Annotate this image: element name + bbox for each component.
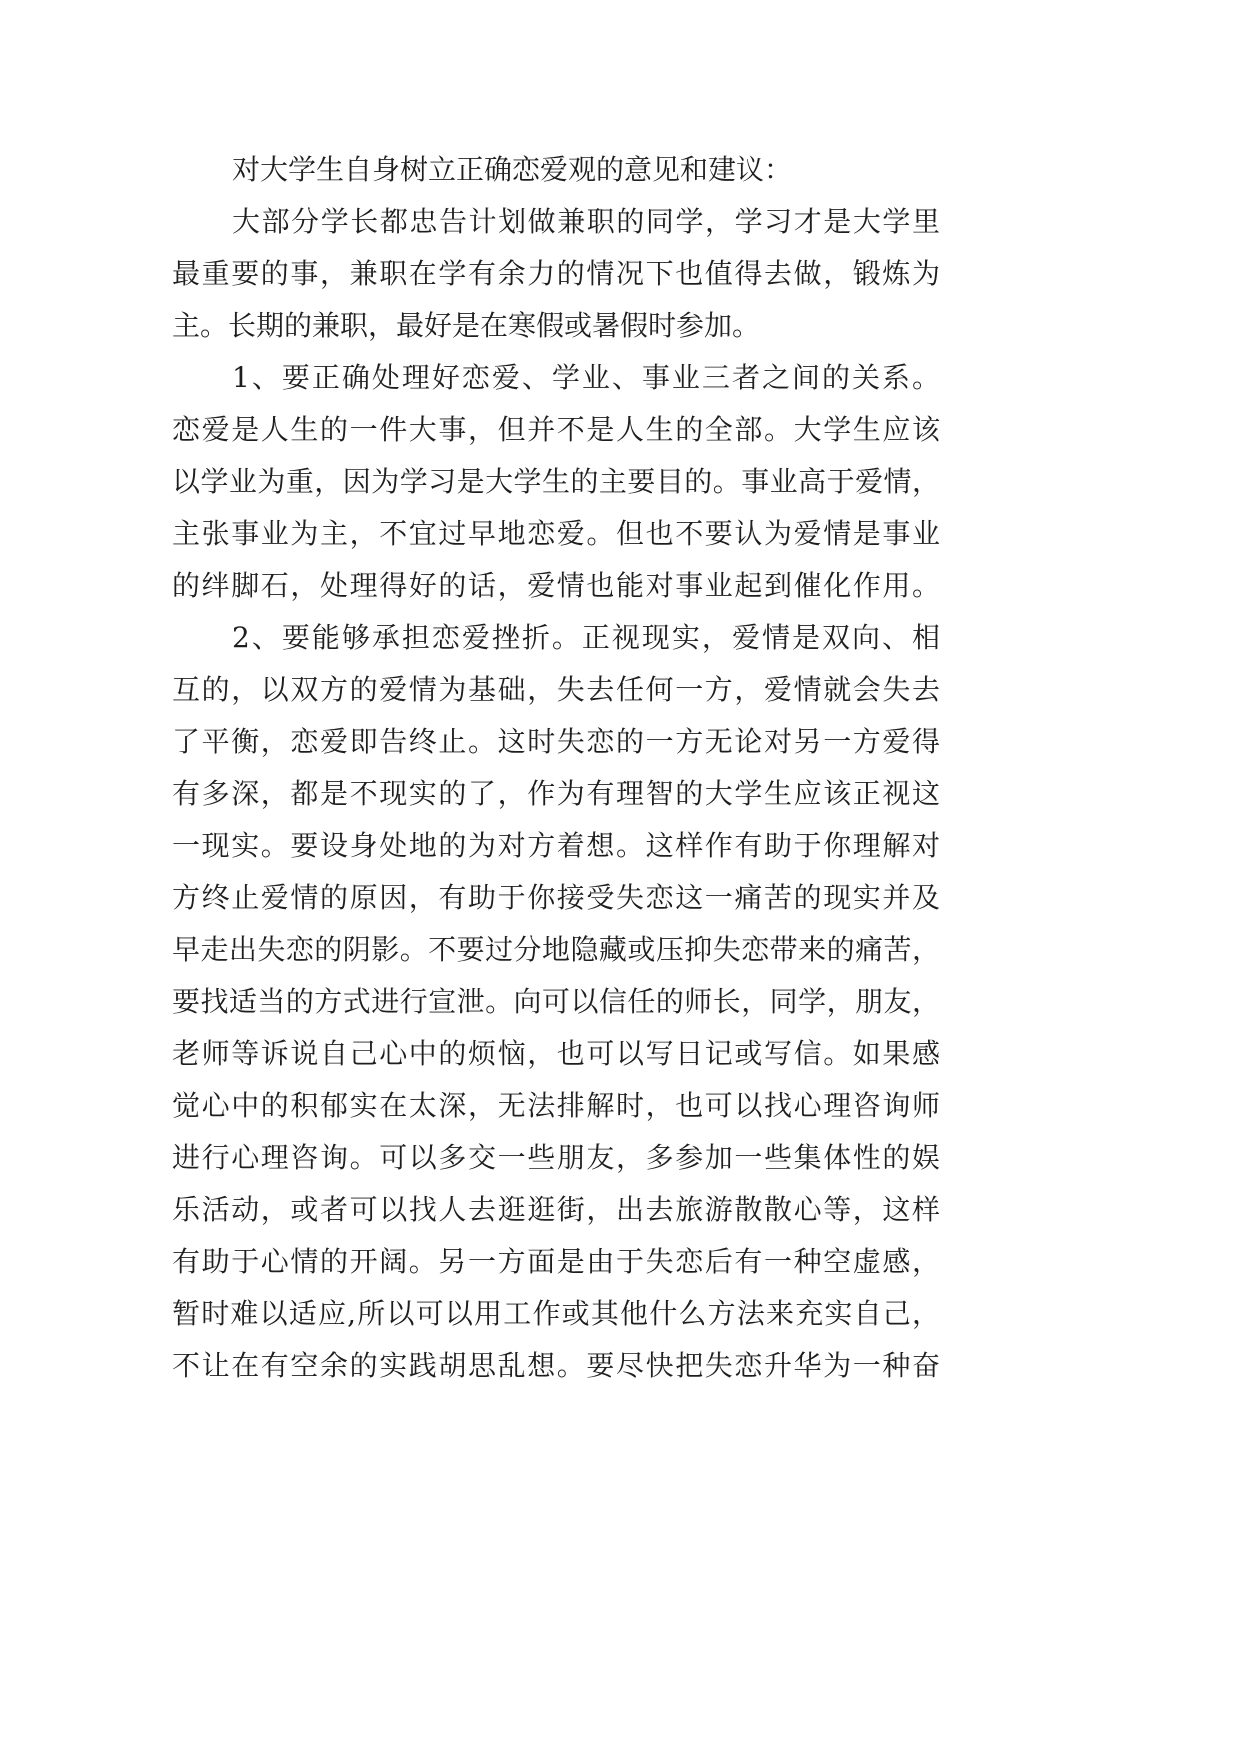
text-line: 不让在有空余的实践胡思乱想。要尽快把失恋升华为一种奋 [172,1349,940,1382]
section-heading [172,144,940,196]
text-line: 2、要能够承担恋爱挫折。正视现实，爱情是双向、相 [232,621,940,654]
text-line: 乐活动，或者可以找人去逛逛街，出去旅游散散心等，这样 [172,1193,940,1226]
document-page [172,144,940,1392]
text-line: 主。长期的兼职，最好是在寒假或暑假时参加。 [172,309,761,342]
text-line: 有助于心情的开阔。另一方面是由于失恋后有一种空虚感， [172,1245,940,1278]
text-line: 的绊脚石，处理得好的话，爱情也能对事业起到催化作用。 [172,569,940,602]
text-line: 一现实。要设身处地的为对方着想。这样作有助于你理解对 [172,829,940,862]
text-line: 最重要的事，兼职在学有余力的情况下也值得去做，锻炼为 [172,257,940,290]
text-line: 互的，以双方的爱情为基础，失去任何一方，爱情就会失去 [172,673,940,706]
text-line: 老师等诉说自己心中的烦恼，也可以写日记或写信。如果感 [172,1037,940,1070]
text-line: 有多深，都是不现实的了，作为有理智的大学生应该正视这 [172,777,940,810]
text-line: 主张事业为主，不宜过早地恋爱。但也不要认为爱情是事业 [172,517,940,550]
text-line: 觉心中的积郁实在太深，无法排解时，也可以找心理咨询师 [172,1089,940,1122]
text-line: 要找适当的方式进行宣泄。向可以信任的师长，同学，朋友， [172,985,940,1018]
text-line: 对大学生自身树立正确恋爱观的意见和建议： [232,153,793,186]
text-line: 了平衡，恋爱即告终止。这时失恋的一方无论对另一方爱得 [172,725,940,758]
text-line: 进行心理咨询。可以多交一些朋友，多参加一些集体性的娱 [172,1141,940,1174]
text-line: 暂时难以适应,所以可以用工作或其他什么方法来充实自己， [172,1297,940,1330]
text-line: 大部分学长都忠告计划做兼职的同学，学习才是大学里 [232,205,940,238]
text-line: 方终止爱情的原因，有助于你接受失恋这一痛苦的现实并及 [172,881,940,914]
text-line: 1、要正确处理好恋爱、学业、事业三者之间的关系。 [232,361,940,394]
text-line: 恋爱是人生的一件大事，但并不是人生的全部。大学生应该 [172,413,940,446]
text-line: 以学业为重，因为学习是大学生的主要目的。事业高于爱情， [172,465,940,498]
paragraph-part-time-advice [172,196,940,352]
paragraph-point-1 [172,352,940,612]
paragraph-point-2 [172,612,940,1392]
text-line: 早走出失恋的阴影。不要过分地隐藏或压抑失恋带来的痛苦， [172,933,940,966]
